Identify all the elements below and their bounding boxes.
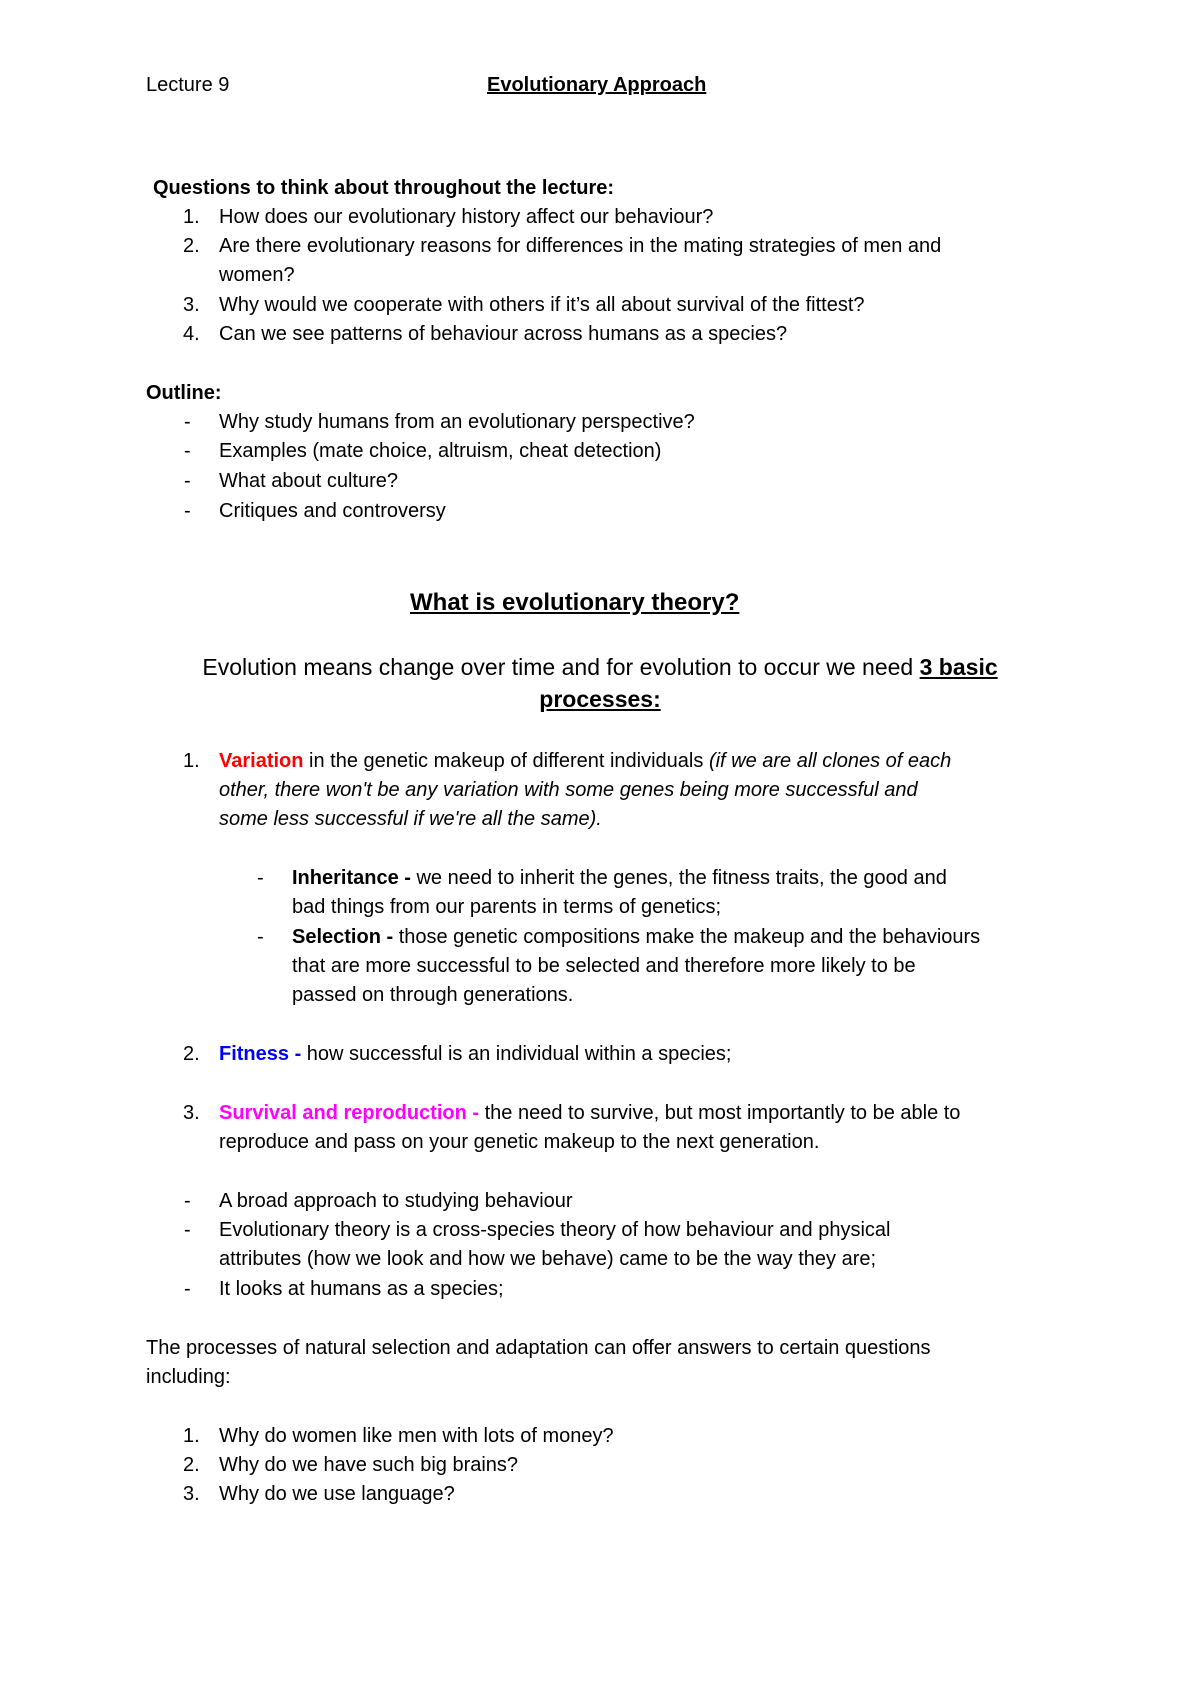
closing-paragraph-line-2: including:	[146, 1366, 231, 1388]
term-survival: Survival and reproduction -	[219, 1102, 485, 1124]
list-dash: -	[184, 440, 191, 462]
list-dash: -	[184, 1219, 191, 1241]
selection-text: those genetic compositions make the makeup and the behaviours	[398, 926, 981, 948]
intro-text: Evolution means change over time and for evolution to occur we need	[202, 654, 920, 680]
bullet-item: attributes (how we look and how we behave) came to be the way they are;	[219, 1248, 877, 1270]
variation-italic: (if we are all clones of each	[708, 750, 952, 772]
term-fitness: Fitness -	[219, 1043, 307, 1065]
term-selection: Selection -	[292, 926, 399, 948]
outline-item: What about culture?	[219, 470, 398, 492]
question-text: Are there evolutionary reasons for differences in the mating strategies of men and	[219, 235, 942, 257]
process-survival-line-2: reproduce and pass on your genetic makeup to the next generation.	[219, 1131, 820, 1153]
process-fitness	[219, 1042, 731, 1066]
inheritance-line-2: bad things from our parents in terms of genetics;	[292, 896, 722, 918]
selection-line-1	[292, 925, 980, 949]
question-number: 3.	[183, 294, 200, 316]
term-inheritance: Inheritance -	[292, 867, 417, 889]
intro-line-2: processes:	[539, 686, 661, 712]
inheritance-text: we need to inherit the genes, the fitness traits, the good and	[416, 867, 947, 889]
list-dash: -	[184, 500, 191, 522]
process-number: 1.	[183, 750, 200, 772]
list-dash: -	[184, 1278, 191, 1300]
question-number: 2.	[183, 235, 200, 257]
outline-item: Why study humans from an evolutionary perspective?	[219, 411, 695, 433]
closing-question: Why do we have such big brains?	[219, 1454, 519, 1476]
closing-paragraph-line-1: The processes of natural selection and adaptation can offer answers to certain questions	[146, 1337, 931, 1359]
document-title: Evolutionary Approach	[487, 74, 707, 96]
process-number: 2.	[183, 1043, 200, 1065]
variation-text: in the genetic makeup of different individuals	[303, 750, 709, 772]
process-variation-line-1	[219, 749, 951, 773]
term-variation: Variation	[219, 750, 304, 772]
process-variation-line-2: other, there won't be any variation with some genes being more successful and	[219, 779, 918, 801]
inheritance-line-1	[292, 866, 947, 890]
outline-item: Critiques and controversy	[219, 500, 446, 522]
intro-line-1	[0, 652, 1200, 682]
list-dash: -	[257, 926, 264, 948]
survival-text: the need to survive, but most importantly to be able to	[484, 1102, 961, 1124]
selection-line-3: passed on through generations.	[292, 984, 574, 1006]
process-variation-line-3: some less successful if we're all the same).	[219, 808, 602, 830]
list-dash: -	[257, 867, 264, 889]
question-text: Why would we cooperate with others if it’s all about survival of the fittest?	[219, 294, 865, 316]
question-text: women?	[219, 264, 295, 286]
question-number: 1.	[183, 206, 200, 228]
process-number: 3.	[183, 1102, 200, 1124]
outline-heading: Outline:	[146, 382, 222, 404]
question-text: Can we see patterns of behaviour across humans as a species?	[219, 323, 788, 345]
fitness-text: how successful is an individual within a species;	[306, 1043, 732, 1065]
closing-question: Why do women like men with lots of money?	[219, 1425, 614, 1447]
question-number: 1.	[183, 1425, 200, 1447]
section-title: What is evolutionary theory?	[410, 589, 740, 616]
questions-heading: Questions to think about throughout the lecture:	[153, 177, 615, 199]
question-number: 2.	[183, 1454, 200, 1476]
process-survival-line-1	[219, 1101, 960, 1125]
intro-emphasis: 3 basic	[919, 654, 998, 680]
bullet-item: It looks at humans as a species;	[219, 1278, 504, 1300]
closing-question: Why do we use language?	[219, 1483, 455, 1505]
question-text: How does our evolutionary history affect our behaviour?	[219, 206, 714, 228]
list-dash: -	[184, 1190, 191, 1212]
selection-line-2: that are more successful to be selected and therefore more likely to be	[292, 955, 916, 977]
lecture-label: Lecture 9	[146, 74, 230, 96]
outline-item: Examples (mate choice, altruism, cheat detection)	[219, 440, 662, 462]
bullet-item: A broad approach to studying behaviour	[219, 1190, 573, 1212]
question-number: 3.	[183, 1483, 200, 1505]
bullet-item: Evolutionary theory is a cross-species theory of how behaviour and physical	[219, 1219, 891, 1241]
list-dash: -	[184, 411, 191, 433]
question-number: 4.	[183, 323, 200, 345]
list-dash: -	[184, 470, 191, 492]
